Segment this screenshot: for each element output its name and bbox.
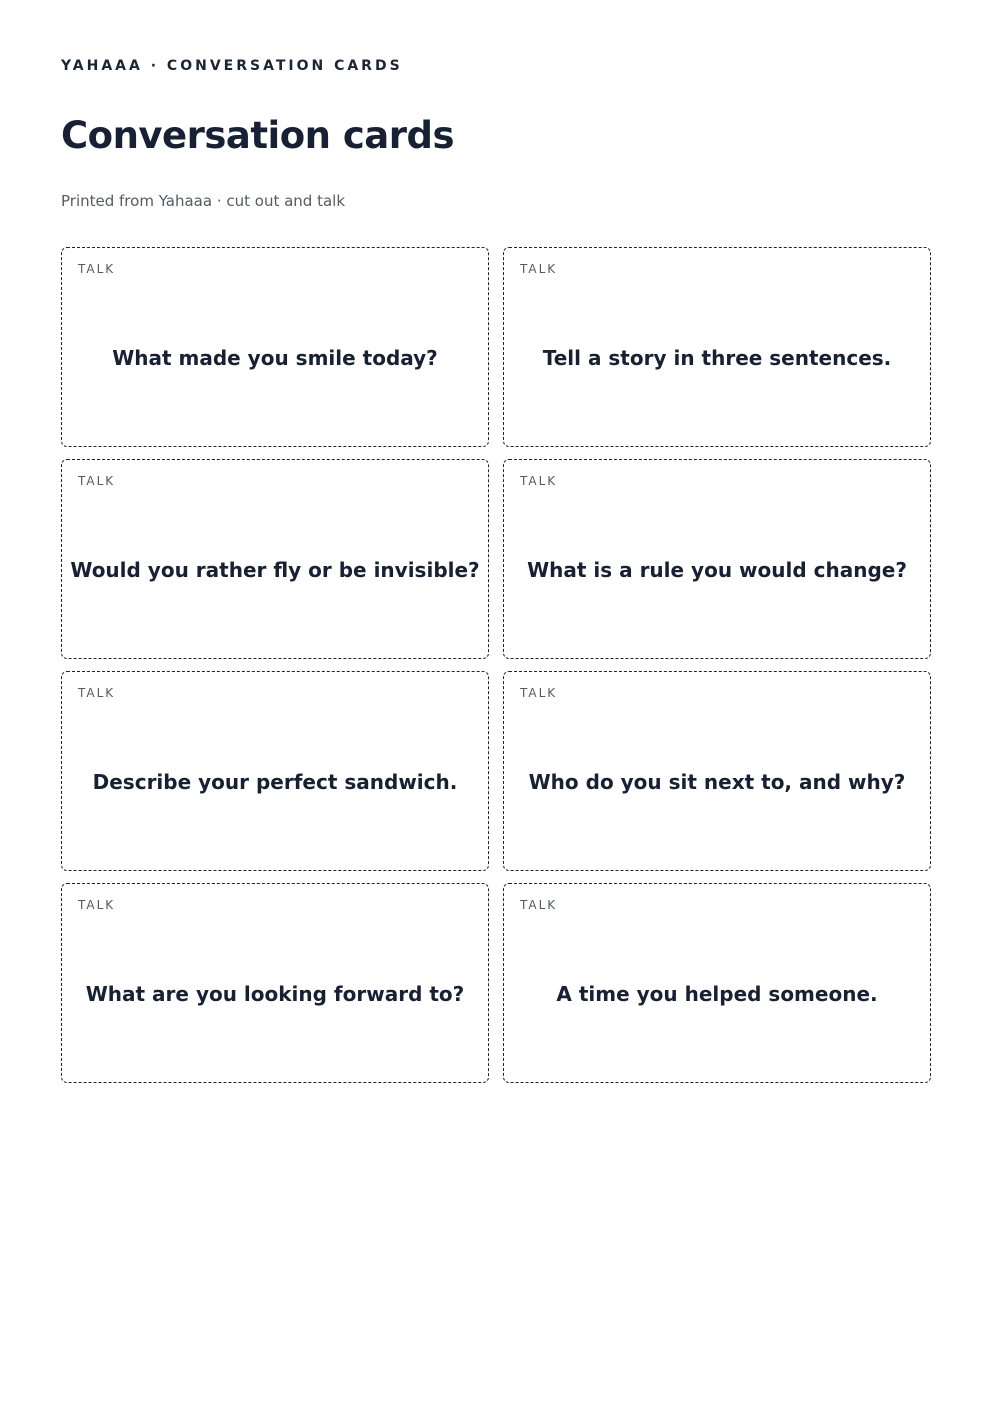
conversation-card — [503, 459, 931, 659]
card-tag: TALK — [78, 262, 116, 276]
conversation-card — [503, 883, 931, 1083]
card-prompt: What is a rule you would change? — [527, 558, 907, 582]
card-tag: TALK — [520, 262, 558, 276]
card-prompt: Would you rather fly or be invisible? — [70, 558, 480, 582]
card-tag: TALK — [520, 898, 558, 912]
card-tag: TALK — [520, 474, 558, 488]
card-tag: TALK — [520, 686, 558, 700]
brand-eyebrow: YAHAAA · CONVERSATION CARDS — [61, 58, 403, 74]
page-subtitle: Printed from Yahaaa · cut out and talk — [61, 192, 346, 210]
conversation-card — [503, 247, 931, 447]
conversation-card — [503, 671, 931, 871]
card-tag: TALK — [78, 474, 116, 488]
page-title: Conversation cards — [61, 114, 455, 157]
card-prompt: Describe your perfect sandwich. — [92, 770, 458, 794]
card-tag: TALK — [78, 898, 116, 912]
card-prompt: What are you looking forward to? — [85, 982, 465, 1006]
card-prompt: A time you helped someone. — [556, 982, 878, 1006]
conversation-card — [61, 671, 489, 871]
card-prompt: Who do you sit next to, and why? — [528, 770, 906, 794]
card-prompt: What made you smile today? — [112, 346, 438, 370]
conversation-card — [61, 247, 489, 447]
card-grid — [61, 247, 931, 1083]
card-tag: TALK — [78, 686, 116, 700]
conversation-card — [61, 459, 489, 659]
card-prompt: Tell a story in three sentences. — [542, 346, 892, 370]
conversation-card — [61, 883, 489, 1083]
